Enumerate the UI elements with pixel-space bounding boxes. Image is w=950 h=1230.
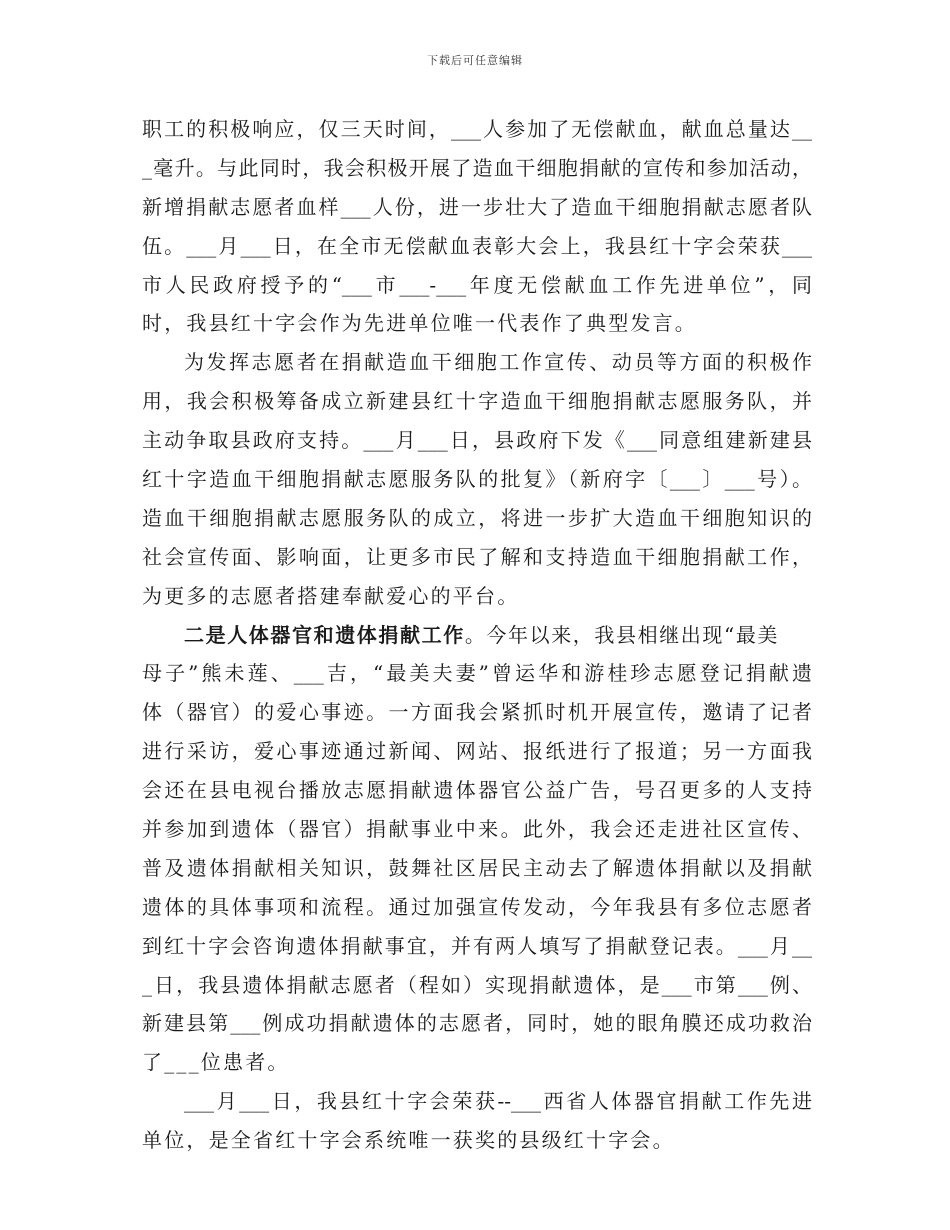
text-line: 单位，是全省红十字会系统唯一获奖的县级红十字会。	[142, 1128, 675, 1153]
text-line: 到红十字会咨询遗体捐献事宜，并有两人填写了捐献登记表。___月__	[142, 933, 812, 958]
text-line: 体（器官）的爱心事迹。一方面我会紧抓时机开展宣传，邀请了记者	[142, 700, 812, 725]
text-line: 红十字造血干细胞捐献志愿服务队的批复》（新府字〔___〕___号）。	[142, 467, 812, 492]
text-line: ___月___日，我县红十字会荣获--___西省人体器官捐献工作先进	[184, 1089, 812, 1114]
paragraph-award	[142, 1082, 812, 1160]
text-line: 社会宣传面、影响面，让更多市民了解和支持造血干细胞捐献工作，	[142, 544, 812, 569]
text-line: 伍。___月___日，在全市无偿献血表彰大会上，我县红十字会荣获___	[142, 233, 812, 258]
text-line: 新增捐献志愿者血样___人份，进一步壮大了造血干细胞捐献志愿者队	[142, 194, 812, 219]
text-line: 并参加到遗体（器官）捐献事业中来。此外，我会还走进社区宣传、	[142, 817, 812, 842]
text-line: 遗体的具体事项和流程。通过加强宣传发动，今年我县有多位志愿者	[142, 894, 812, 919]
text-line: 主动争取县政府支持。___月___日，县政府下发《___同意组建新建县	[142, 428, 812, 453]
paragraph-volunteer-team	[142, 343, 812, 615]
paragraph-organ-donation	[142, 616, 812, 1083]
text-line: 为发挥志愿者在捐献造血干细胞工作宣传、动员等方面的积极作	[184, 350, 812, 375]
text-line: 会还在县电视台播放志愿捐献遗体器官公益广告，号召更多的人支持	[142, 778, 812, 803]
text-line: 了___位患者。	[142, 1050, 290, 1075]
text-line	[142, 616, 812, 655]
text-line: 母子”熊未莲、___吉，“最美夫妻”曾运华和游桂珍志愿登记捐献遗	[142, 661, 812, 686]
section-heading: 二是人体器官和遗体捐献工作	[184, 622, 465, 647]
paragraph-blood-donation	[142, 110, 812, 343]
heading-line-rest: 。今年以来，我县相继出现“最美	[464, 622, 780, 647]
text-line: _毫升。与此同时，我会积极开展了造血干细胞捐献的宣传和参加活动，	[142, 155, 812, 180]
text-line: _日，我县遗体捐献志愿者（程如）实现捐献遗体，是___市第___例、	[142, 972, 812, 997]
text-line: 市人民政府授予的“___市___-___年度无偿献血工作先进单位”，同	[142, 272, 812, 297]
text-line: 新建县第___例成功捐献遗体的志愿者，同时，她的眼角膜还成功救治	[142, 1011, 812, 1036]
text-line: 普及遗体捐献相关知识，鼓舞社区居民主动去了解遗体捐献以及捐献	[142, 855, 812, 880]
text-line: 为更多的志愿者搭建奉献爱心的平台。	[142, 583, 520, 608]
document-body	[142, 110, 812, 1160]
text-line: 造血干细胞捐献志愿服务队的成立，将进一步扩大造血干细胞知识的	[142, 505, 812, 530]
text-line: 时，我县红十字会作为先进单位唯一代表作了典型发言。	[142, 311, 697, 336]
text-line: 职工的积极响应，仅三天时间，___人参加了无偿献血，献血总量达__	[142, 117, 812, 141]
text-line: 用，我会积极筹备成立新建县红十字造血干细胞捐献志愿服务队，并	[142, 389, 812, 414]
text-line: 进行采访，爱心事迹通过新闻、网站、报纸进行了报道；另一方面我	[142, 739, 812, 764]
page-header-note: 下载后可任意编辑	[427, 54, 523, 67]
